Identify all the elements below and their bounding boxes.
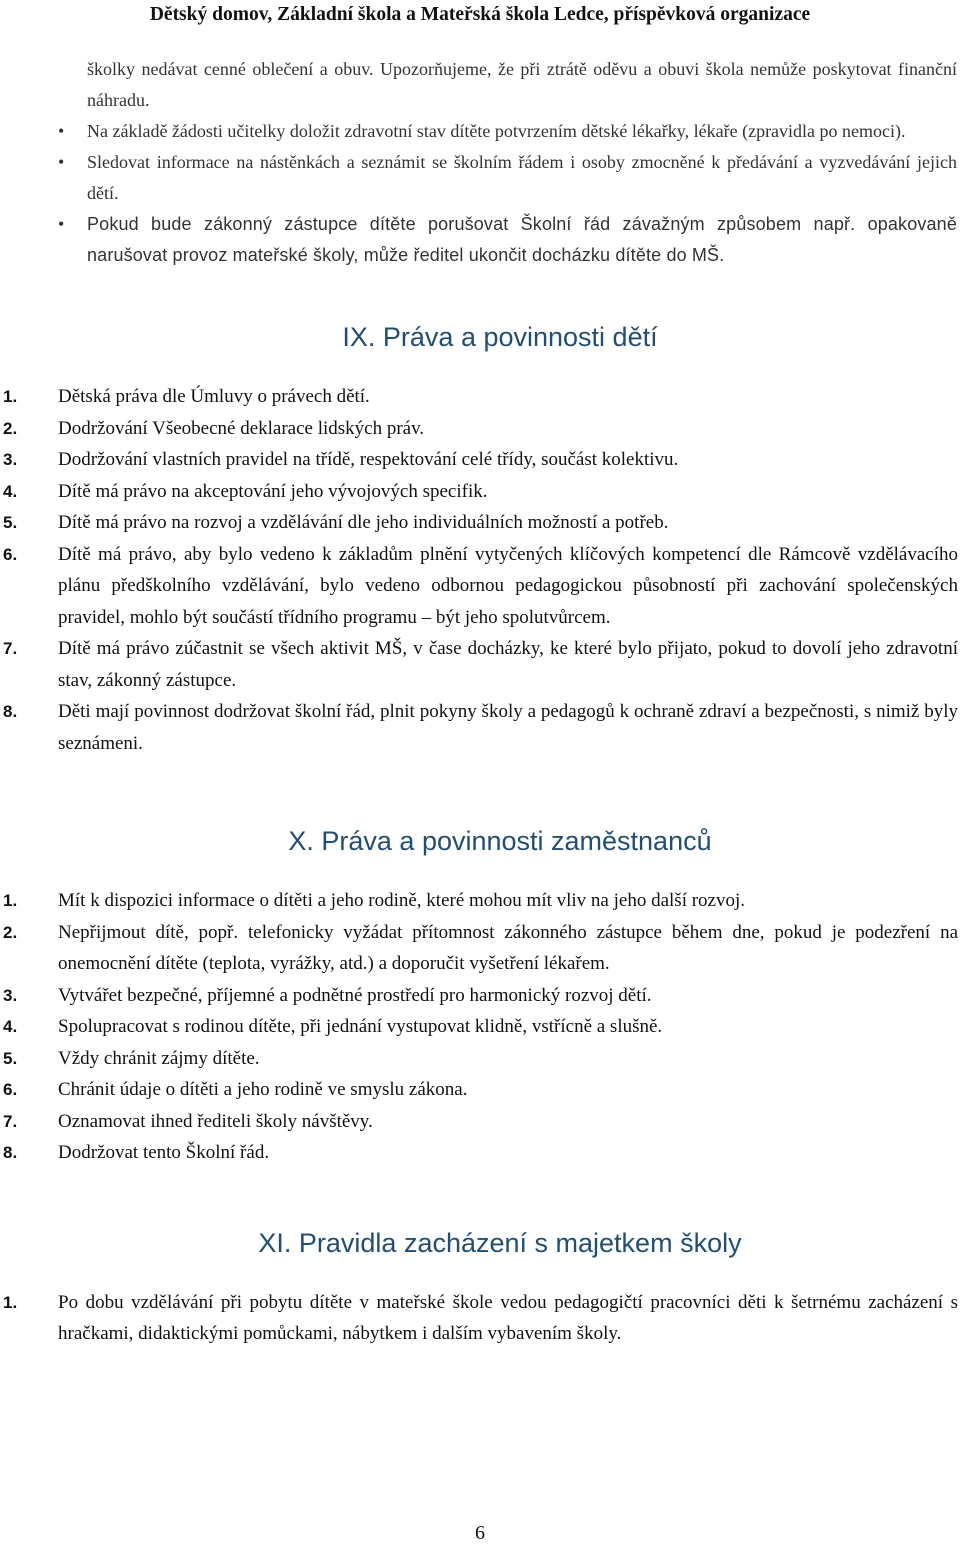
item-text: Vytvářet bezpečné, příjemné a podnětné prostředí pro harmonický rozvoj dětí. xyxy=(58,984,652,1006)
item-number: 8. xyxy=(3,1143,18,1162)
section-ix-list xyxy=(0,381,960,759)
item-text: Oznamovat ihned řediteli školy návštěvy. xyxy=(58,1110,373,1132)
item-number: 4. xyxy=(3,1017,18,1036)
bullet-marker: • xyxy=(58,214,65,234)
list-item xyxy=(0,917,958,980)
list-item xyxy=(0,1137,958,1169)
list-item xyxy=(0,381,958,413)
item-text: Dítě má právo zúčastnit se všech aktivit MŠ, v čase docházky, ke které bylo přijato, pokud to dovolí jeho zdravotní stav, zákonný zástupce. xyxy=(58,638,958,691)
list-item xyxy=(0,444,958,476)
list-item xyxy=(0,413,958,445)
page-number: 6 xyxy=(475,1522,485,1544)
item-text: Dítě má právo, aby bylo vedeno k základům plnění vytyčených klíčových kompetencí dle Rámcově vzdělávacího plánu předškolního vzdělávání, bylo vedeno odbornou pedagogickou působností při zachování společenských pravidel, mohlo být součástí třídního programu – být jeho spolutvůrcem. xyxy=(58,543,958,628)
item-number: 2. xyxy=(3,418,18,438)
list-item xyxy=(0,476,958,508)
item-number: 7. xyxy=(3,639,18,658)
item-number: 2. xyxy=(3,922,18,942)
bullet-text: Na základě žádosti učitelky doložit zdravotní stav dítěte potvrzením dětské lékařky, lékaře (zpravidla po nemoci). xyxy=(87,121,906,141)
document-header: Dětský domov, Základní škola a Mateřská škola Ledce, příspěvková organizace xyxy=(149,4,811,25)
list-item xyxy=(0,885,958,917)
item-text: Dětská práva dle Úmluvy o právech dětí. xyxy=(58,386,370,407)
item-number: 1. xyxy=(3,387,18,406)
item-number: 6. xyxy=(3,544,18,564)
list-item xyxy=(0,980,958,1012)
item-text: Chránit údaje o dítěti a jeho rodině ve smyslu zákona. xyxy=(58,1079,468,1100)
item-number: 4. xyxy=(3,481,18,501)
section-heading-x: X. Práva a povinnosti zaměstnanců xyxy=(288,826,712,856)
item-text: Nepřijmout dítě, popř. telefonicky vyžádat přítomnost zákonného zástupce během dne, pokud je podezření na onemocnění dítěte (teplota, vyrážky, atd.) a doporučit vyšetření lékařem. xyxy=(58,921,958,974)
list-item xyxy=(0,1074,958,1106)
bullet-marker: • xyxy=(58,121,65,141)
bullet-marker: • xyxy=(58,152,65,172)
page-content xyxy=(0,54,960,1350)
list-item xyxy=(0,1043,958,1075)
list-item xyxy=(0,696,958,759)
bullet-item xyxy=(0,209,957,271)
list-item xyxy=(0,1106,958,1138)
item-text: Mít k dispozici informace o dítěti a jeho rodině, které mohou mít vliv na jeho další rozvoj. xyxy=(58,890,746,911)
item-number: 1. xyxy=(3,891,18,910)
bullet-text: Pokud bude zákonný zástupce dítěte porušovat Školní řád závažným způsobem např. opakovaně narušovat provoz mateřské školy, může ředitel ukončit docházku dítěte do MŠ. xyxy=(87,214,957,265)
list-item xyxy=(0,1011,958,1043)
item-number: 5. xyxy=(3,513,18,532)
list-item xyxy=(0,1287,958,1350)
item-text: Dítě má právo na akceptování jeho vývojových specifik. xyxy=(58,480,488,502)
item-number: 1. xyxy=(3,1292,18,1312)
bullet-item xyxy=(0,147,957,209)
section-heading-ix: IX. Práva a povinnosti dětí xyxy=(342,322,658,352)
section-heading-xi: XI. Pravidla zacházení s majetkem školy xyxy=(258,1227,742,1258)
item-text: Po dobu vzdělávání při pobytu dítěte v mateřské škole vedou pedagogičtí pracovníci děti k šetrnému zacházení s hračkami, didaktickými pomůckami, nábytkem i dalším vybavením školy. xyxy=(58,1291,958,1344)
item-text: Spolupracovat s rodinou dítěte, při jednání vystupovat klidně, vstřícně a slušně. xyxy=(58,1016,663,1037)
bullet-item xyxy=(0,116,957,147)
item-number: 5. xyxy=(3,1048,18,1068)
section-x-list xyxy=(0,885,960,1169)
item-number: 8. xyxy=(3,702,18,721)
item-number: 3. xyxy=(3,450,18,469)
continuation-paragraph: školky nedávat cenné oblečení a obuv. Upozorňujeme, že při ztrátě oděvu a obuvi škola nemůže poskytovat finanční náhradu. xyxy=(87,59,957,110)
item-text: Dítě má právo na rozvoj a vzdělávání dle jeho individuálních možností a potřeb. xyxy=(58,512,669,533)
item-number: 6. xyxy=(3,1080,18,1099)
section-xi-list xyxy=(0,1287,960,1350)
list-item xyxy=(0,539,958,634)
bullet-text: Sledovat informace na nástěnkách a seznámit se školním řádem i osoby zmocněné k předávání a vyzvedávání jejich dětí. xyxy=(87,152,957,203)
item-number: 7. xyxy=(3,1111,18,1131)
item-number: 3. xyxy=(3,985,18,1005)
list-item xyxy=(0,507,958,539)
bullet-list xyxy=(0,116,960,271)
item-text: Dodržování Všeobecné deklarace lidských práv. xyxy=(58,417,425,439)
item-text: Dodržovat tento Školní řád. xyxy=(58,1142,270,1163)
list-item xyxy=(0,633,958,696)
item-text: Dodržování vlastních pravidel na třídě, respektování celé třídy, součást kolektivu. xyxy=(58,449,679,470)
item-text: Děti mají povinnost dodržovat školní řád, plnit pokyny školy a pedagogů k ochraně zdraví a bezpečnosti, s nimiž byly seznámeni. xyxy=(58,701,958,754)
item-text: Vždy chránit zájmy dítěte. xyxy=(58,1047,260,1069)
